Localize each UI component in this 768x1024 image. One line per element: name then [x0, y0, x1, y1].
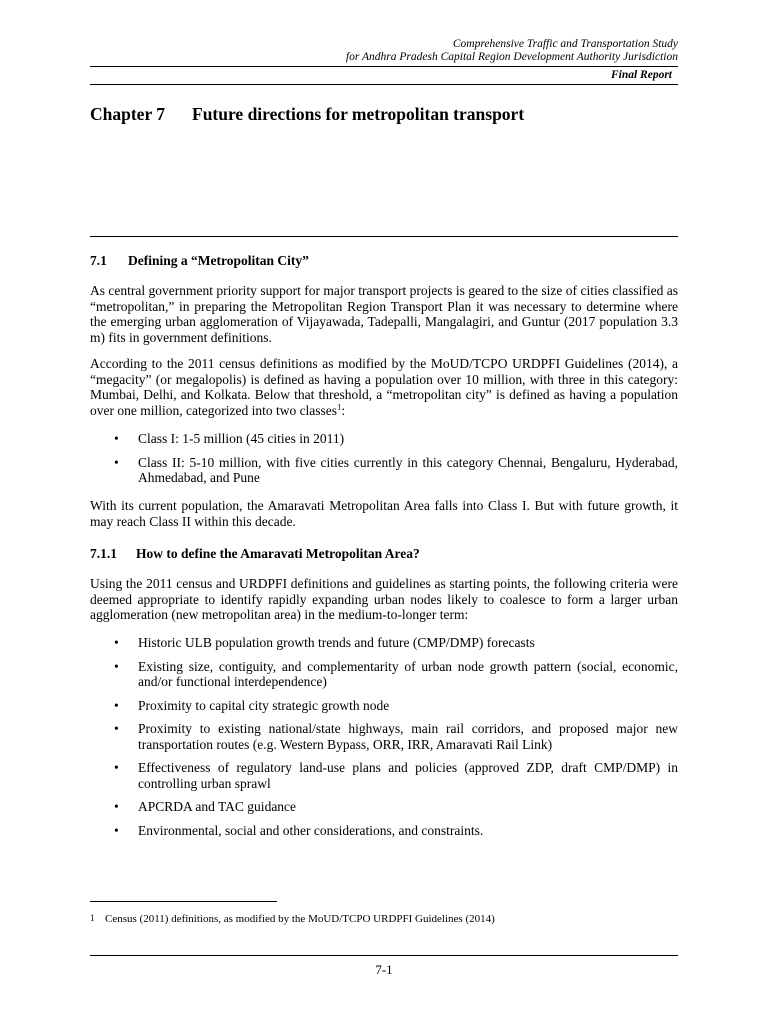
chapter-title — [90, 104, 524, 125]
header-report-label: Final Report — [610, 69, 672, 81]
list-item: • Class I: 1-5 million (45 cities in 2011) — [90, 431, 678, 447]
footnote-separator — [90, 901, 277, 902]
class-list — [90, 431, 678, 494]
section-number: 7.1 — [90, 253, 107, 268]
list-item: • Existing size, contiguity, and complementarity of urban node growth pattern (social, economic, and/or functional interdependence) — [90, 659, 678, 690]
section-number: 7.1.1 — [90, 546, 117, 561]
header-divider — [90, 66, 678, 67]
criteria-list — [90, 635, 678, 846]
footnote-text: Census (2011) definitions, as modified by the MoUD/TCPO URDPFI Guidelines (2014) — [105, 913, 495, 925]
section-title: How to define the Amaravati Metropolitan Area? — [136, 546, 420, 561]
section-heading-7-1-1 — [90, 546, 420, 562]
list-item: • Class II: 5-10 million, with five cities currently in this category Chennai, Bengaluru, Hyderabad, Ahmedabad, and Pune — [90, 455, 678, 486]
header-divider-lower — [90, 84, 678, 85]
section-heading-7-1 — [90, 253, 309, 269]
section-title: Defining a “Metropolitan City” — [128, 253, 309, 268]
footnote-ref[interactable]: 1 — [337, 401, 342, 411]
paragraph-census-definitions — [90, 356, 678, 418]
section-divider — [90, 236, 678, 237]
chapter-number: Chapter 7 — [90, 104, 166, 124]
footer-divider — [90, 955, 678, 956]
list-item: • Proximity to existing national/state highways, main rail corridors, and proposed major new transportation routes (e.g. Western Bypass, ORR, IRR, Amaravati Rail Link) — [90, 721, 678, 752]
list-item: • APCRDA and TAC guidance — [90, 799, 678, 815]
list-item: • Effectiveness of regulatory land-use plans and policies (approved ZDP, draft CMP/DMP) in controlling urban sprawl — [90, 760, 678, 791]
paragraph-text: According to the 2011 census definitions as modified by the MoUD/TCPO URDPFI Guidelines (2014), a “megacity” (or megalopolis) is defined as having a population over 10 million, with three in this category: Mumbai, Delhi, and Kolkata. Below that threshold, a “metropolitan city” is defined as having a population over one million, categorized into two classes — [90, 356, 678, 418]
paragraph-colon: : — [341, 402, 346, 418]
header-jurisdiction: for Andhra Pradesh Capital Region Development Authority Jurisdiction — [345, 51, 678, 63]
footnote — [90, 913, 495, 925]
paragraph-criteria-intro: Using the 2011 census and URDPFI definitions and guidelines as starting points, the following criteria were deemed appropriate to identify rapidly expanding urban nodes likely to coalesce to form a larger urban agglomeration (new metropolitan area) in the medium-to-longer term: — [90, 576, 678, 622]
list-item: • Historic ULB population growth trends and future (CMP/DMP) forecasts — [90, 635, 678, 651]
header-study-title: Comprehensive Traffic and Transportation Study — [452, 38, 678, 50]
page-number: 7-1 — [375, 962, 393, 977]
list-item: • Environmental, social and other considerations, and constraints. — [90, 823, 678, 839]
paragraph-amaravati-class: With its current population, the Amaravati Metropolitan Area falls into Class I. But with future growth, it may reach Class II within this decade. — [90, 498, 678, 529]
chapter-name: Future directions for metropolitan transport — [192, 104, 525, 124]
list-item: • Proximity to capital city strategic growth node — [90, 698, 678, 714]
paragraph-metro-priority: As central government priority support for major transport projects is geared to the size of cities classified as “metropolitan,” in preparing the Metropolitan Region Transport Plan it was necessary to determine where the emerging urban agglomeration of Vijayawada, Tadepalli, Mangalagiri, and Guntur (2017 population 3.3 m) fits in government definitions. — [90, 283, 678, 345]
footnote-number: 1 — [90, 913, 95, 923]
